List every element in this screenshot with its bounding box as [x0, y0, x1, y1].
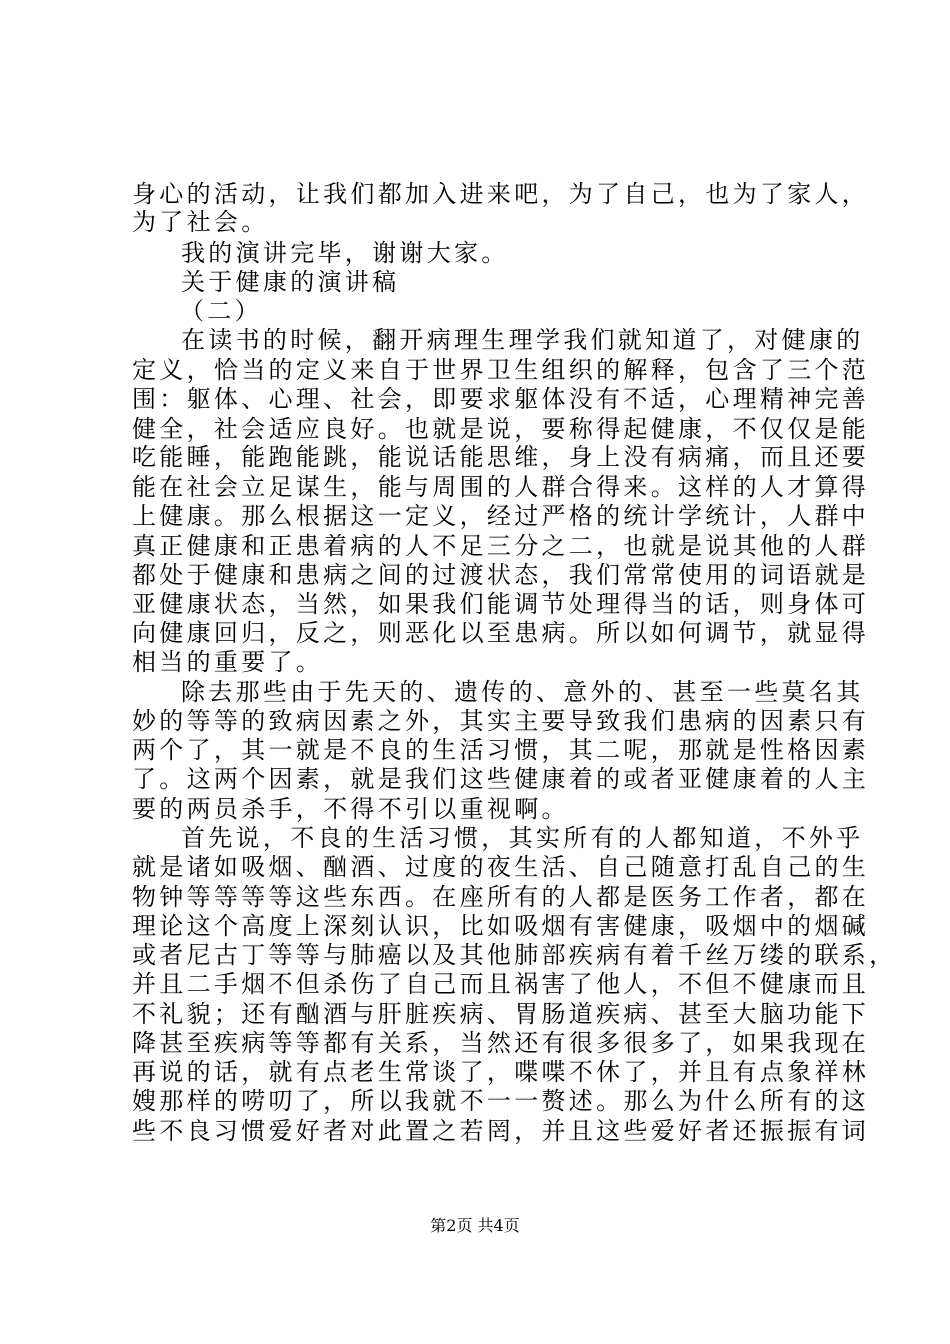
text-line: 能在社会立足谋生，能与周围的人群合得来。这样的人才算得	[132, 473, 870, 501]
text-line: 物钟等等等等这些东西。在座所有的人都是医务工作者，都在	[132, 883, 870, 911]
text-line: 或者尼古丁等等与肺癌以及其他肺部疾病有着千丝万缕的联系，	[132, 941, 897, 969]
text-line: 两个了，其一就是不良的生活习惯，其二呢，那就是性格因素	[132, 736, 870, 764]
text-line: 再说的话，就有点老生常谈了，喋喋不休了，并且有点象祥林	[132, 1058, 870, 1086]
text-line: 向健康回归，反之，则恶化以至患病。所以如何调节，就显得	[132, 619, 870, 647]
text-line: 首先说，不良的生活习惯，其实所有的人都知道，不外乎	[181, 824, 864, 852]
text-line: 健全，社会适应良好。也就是说，要称得起健康，不仅仅是能	[132, 415, 870, 443]
text-line: 上健康。那么根据这一定义，经过严格的统计学统计，人群中	[132, 502, 870, 530]
text-line: 吃能睡，能跑能跳，能说话能思维，身上没有病痛，而且还要	[132, 443, 870, 471]
text-line: 并且二手烟不但杀伤了自己而且祸害了他人，不但不健康而且	[132, 970, 870, 998]
text-line: 定义，恰当的定义来自于世界卫生组织的解释，包含了三个范	[132, 356, 870, 384]
text-line: 在读书的时候，翻开病理生理学我们就知道了，对健康的	[181, 326, 864, 354]
text-line: （二）	[180, 297, 262, 325]
text-line: 不礼貌；还有酗酒与肝脏疾病、胃肠道疾病、甚至大脑功能下	[132, 1000, 870, 1028]
text-line: 降甚至疾病等等都有关系，当然还有很多很多了，如果我现在	[132, 1029, 870, 1057]
text-line: 除去那些由于先天的、遗传的、意外的、甚至一些莫名其	[181, 678, 864, 706]
text-line: 我的演讲完毕，谢谢大家。	[181, 239, 509, 267]
text-line: 就是诸如吸烟、酗酒、过度的夜生活、自己随意打乱自己的生	[132, 853, 870, 881]
text-line: 嫂那样的唠叨了，所以我就不一一赘述。那么为什么所有的这	[132, 1087, 870, 1115]
text-line: 了。这两个因素，就是我们这些健康着的或者亚健康着的人主	[132, 765, 870, 793]
page-footer: 第2页 共4页	[430, 1216, 520, 1235]
text-line: 要的两员杀手，不得不引以重视啊。	[132, 795, 569, 823]
text-line: 相当的重要了。	[132, 648, 324, 676]
text-line: 亚健康状态，当然，如果我们能调节处理得当的话，则身体可	[132, 590, 870, 618]
text-line: 妙的等等的致病因素之外，其实主要导致我们患病的因素只有	[132, 707, 870, 735]
text-line: 理论这个高度上深刻认识，比如吸烟有害健康，吸烟中的烟碱	[132, 912, 870, 940]
text-line: 为了社会。	[132, 208, 269, 236]
text-line: 真正健康和正患着病的人不足三分之二，也就是说其他的人群	[132, 532, 870, 560]
text-line: 关于健康的演讲稿	[181, 268, 400, 296]
text-line: 都处于健康和患病之间的过渡状态，我们常常使用的词语就是	[132, 561, 870, 589]
text-line: 身心的活动，让我们都加入进来吧，为了自己，也为了家人，	[132, 180, 870, 208]
text-line: 围：躯体、心理、社会，即要求躯体没有不适，心理精神完善	[132, 385, 870, 413]
text-line: 些不良习惯爱好者对此置之若罔，并且这些爱好者还振振有词	[132, 1117, 870, 1145]
